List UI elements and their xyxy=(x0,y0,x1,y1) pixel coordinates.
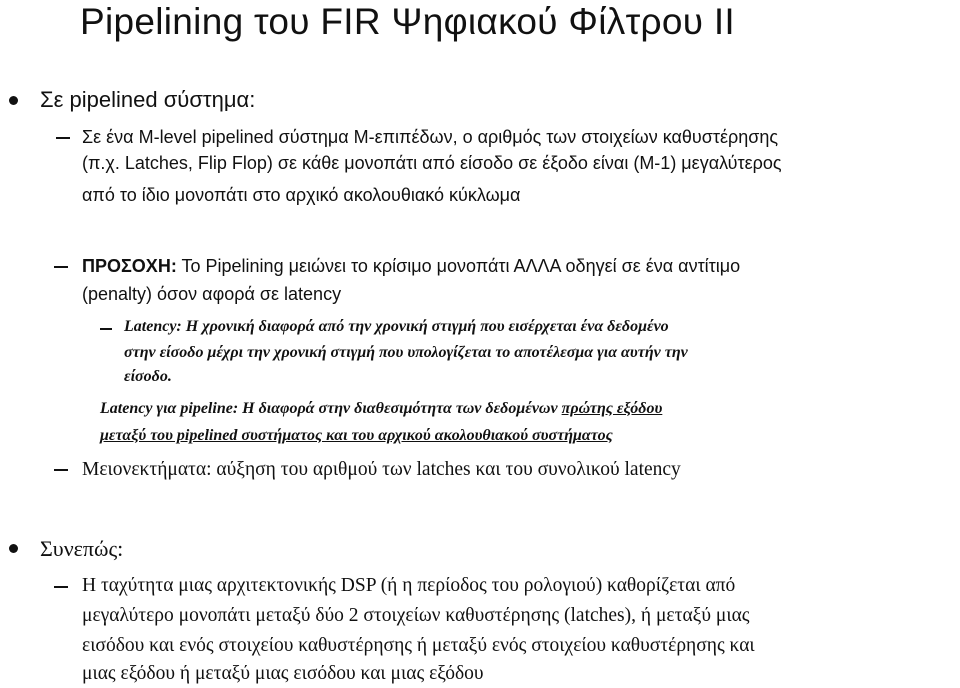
dash-icon xyxy=(54,586,68,588)
dash-icon xyxy=(54,266,68,268)
attention-text: Το Pipelining μειώνει το κρίσιμο μονοπάτι ΑΛΛΑ οδηγεί σε ένα αντίτιμο xyxy=(176,256,741,276)
latency-def-line3: είσοδο. xyxy=(124,368,172,385)
section1-item1-line2: (π.χ. Latches, Flip Flop) σε κάθε μονοπάτι από είσοδο σε έξοδο είναι (Μ-1) μεγαλύτερος xyxy=(82,153,782,173)
underlined-text: πρώτης εξόδου xyxy=(561,400,663,417)
pipeline-latency-line2: μεταξύ του pipelined συστήματος και του αρχικού ακολουθιακού συστήματος xyxy=(100,427,613,444)
bullet-dot-icon xyxy=(9,544,18,553)
pipeline-latency-line1: Latency για pipeline: Η διαφορά στην διαθεσιμότητα των δεδομένων πρώτης εξόδου xyxy=(100,400,663,417)
section2-item1-line2: μεγαλύτερο μονοπάτι μεταξύ δύο 2 στοιχείων καθυστέρησης (latches), ή μεταξύ μιας xyxy=(82,605,750,626)
section1-item2-line1 xyxy=(82,253,740,279)
section1-item1-line3: από το ίδιο μονοπάτι στο αρχικό ακολουθιακό κύκλωμα xyxy=(82,185,521,205)
section2-item1-line3: εισόδου και ενός στοιχείου καθυστέρησης ή μεταξύ ενός στοιχείου καθυστέρησης και xyxy=(82,635,755,656)
dash-icon xyxy=(56,137,70,139)
dash-icon xyxy=(54,469,68,471)
dash-icon xyxy=(100,328,112,330)
latency-def-line1: Latency: Η χρονική διαφορά από την χρονική στιγμή που εισέρχεται ένα δεδομένο xyxy=(124,318,669,335)
section2-heading: Συνεπώς: xyxy=(40,536,124,561)
section1-item2-line2: (penalty) όσον αφορά σε latency xyxy=(82,284,342,304)
section1-item1-line1: Σε ένα M-level pipelined σύστημα Μ-επιπέδων, ο αριθμός των στοιχείων καθυστέρησης xyxy=(82,127,779,147)
section2-item1-line1: Η ταχύτητα μιας αρχιτεκτονικής DSP (ή η περίοδος του ρολογιού) καθορίζεται από xyxy=(82,575,736,596)
section1-heading: Σε pipelined σύστημα: xyxy=(40,87,256,112)
section2-item1-line4: μιας εξόδου ή μεταξύ μιας εισόδου και μιας εξόδου xyxy=(82,663,484,684)
bullet-dot-icon xyxy=(9,96,18,105)
attention-label: ΠΡΟΣΟΧΗ: xyxy=(82,256,177,276)
latency-def-line2: στην είσοδο μέχρι την χρονική στιγμή που υπολογίζεται το αποτέλεσμα για αυτήν την xyxy=(124,344,688,361)
section1-item3: Μειονεκτήματα: αύξηση του αριθμού των latches και του συνολικού latency xyxy=(82,459,681,480)
slide-title: Pipelining του FIR Ψηφιακού Φίλτρου ΙΙ xyxy=(80,1,735,42)
